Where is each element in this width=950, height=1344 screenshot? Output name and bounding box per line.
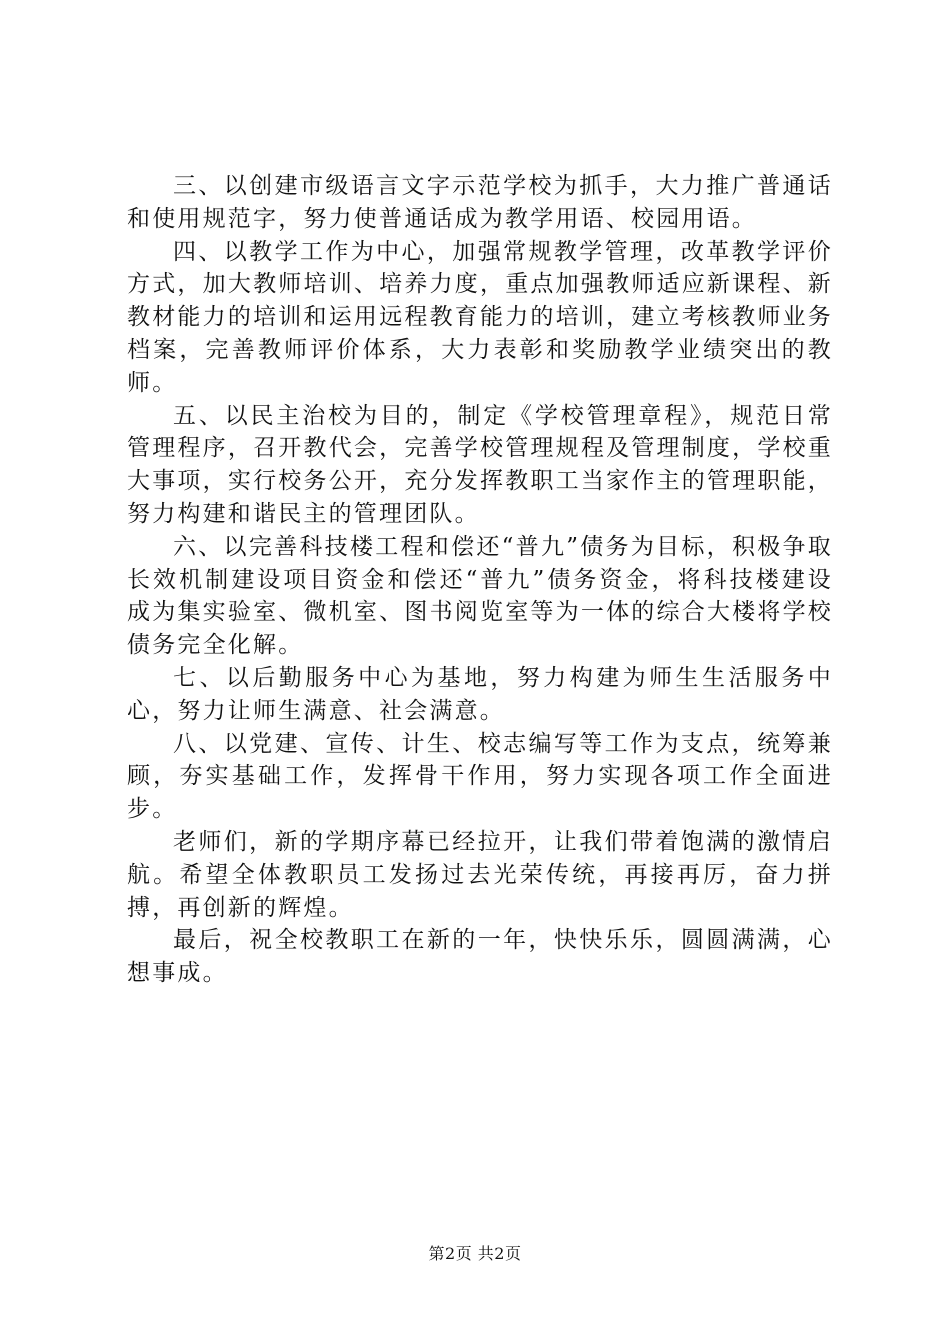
paragraph-closing: 老师们，新的学期序幕已经拉开，让我们带着饱满的激情启航。希望全体教职员工发扬过去光荣传统，再接再厉，奋力拼搏，再创新的辉煌。 (127, 828, 833, 921)
paragraph-4: 四、以教学工作为中心，加强常规教学管理，改革教学评价方式，加大教师培训、培养力度，重点加强教师适应新课程、新教材能力的培训和运用远程教育能力的培训，建立考核教师业务档案，完善教师评价体系，大力表彰和奖励教学业绩突出的教师。 (127, 238, 833, 396)
paragraph-3: 三、以创建市级语言文字示范学校为抓手，大力推广普通话和使用规范字，努力使普通话成为教学用语、校园用语。 (127, 173, 833, 232)
paragraph-6: 六、以完善科技楼工程和偿还“普九”债务为目标，积极争取长效机制建设项目资金和偿还“普九”债务资金，将科技楼建设成为集实验室、微机室、图书阅览室等为一体的综合大楼将学校债务完全化解。 (127, 533, 833, 659)
paragraph-5: 五、以民主治校为目的，制定《学校管理章程》，规范日常管理程序，召开教代会，完善学校管理规程及管理制度，学校重大事项，实行校务公开，充分发挥教职工当家作主的管理职能，努力构建和谐民主的管理团队。 (127, 402, 833, 527)
paragraph-wishes: 最后，祝全校教职工在新的一年，快快乐乐，圆圆满满，心想事成。 (127, 927, 833, 987)
paragraph-8: 八、以党建、宣传、计生、校志编写等工作为支点，统筹兼顾，夯实基础工作，发挥骨干作用，努力实现各项工作全面进步。 (127, 730, 833, 823)
paragraph-7: 七、以后勤服务中心为基地，努力构建为师生生活服务中心，努力让师生满意、社会满意。 (127, 664, 833, 724)
page-number-label: 第2页 共2页 (428, 1244, 522, 1263)
page-footer (0, 1244, 950, 1264)
body-text (127, 170, 833, 990)
